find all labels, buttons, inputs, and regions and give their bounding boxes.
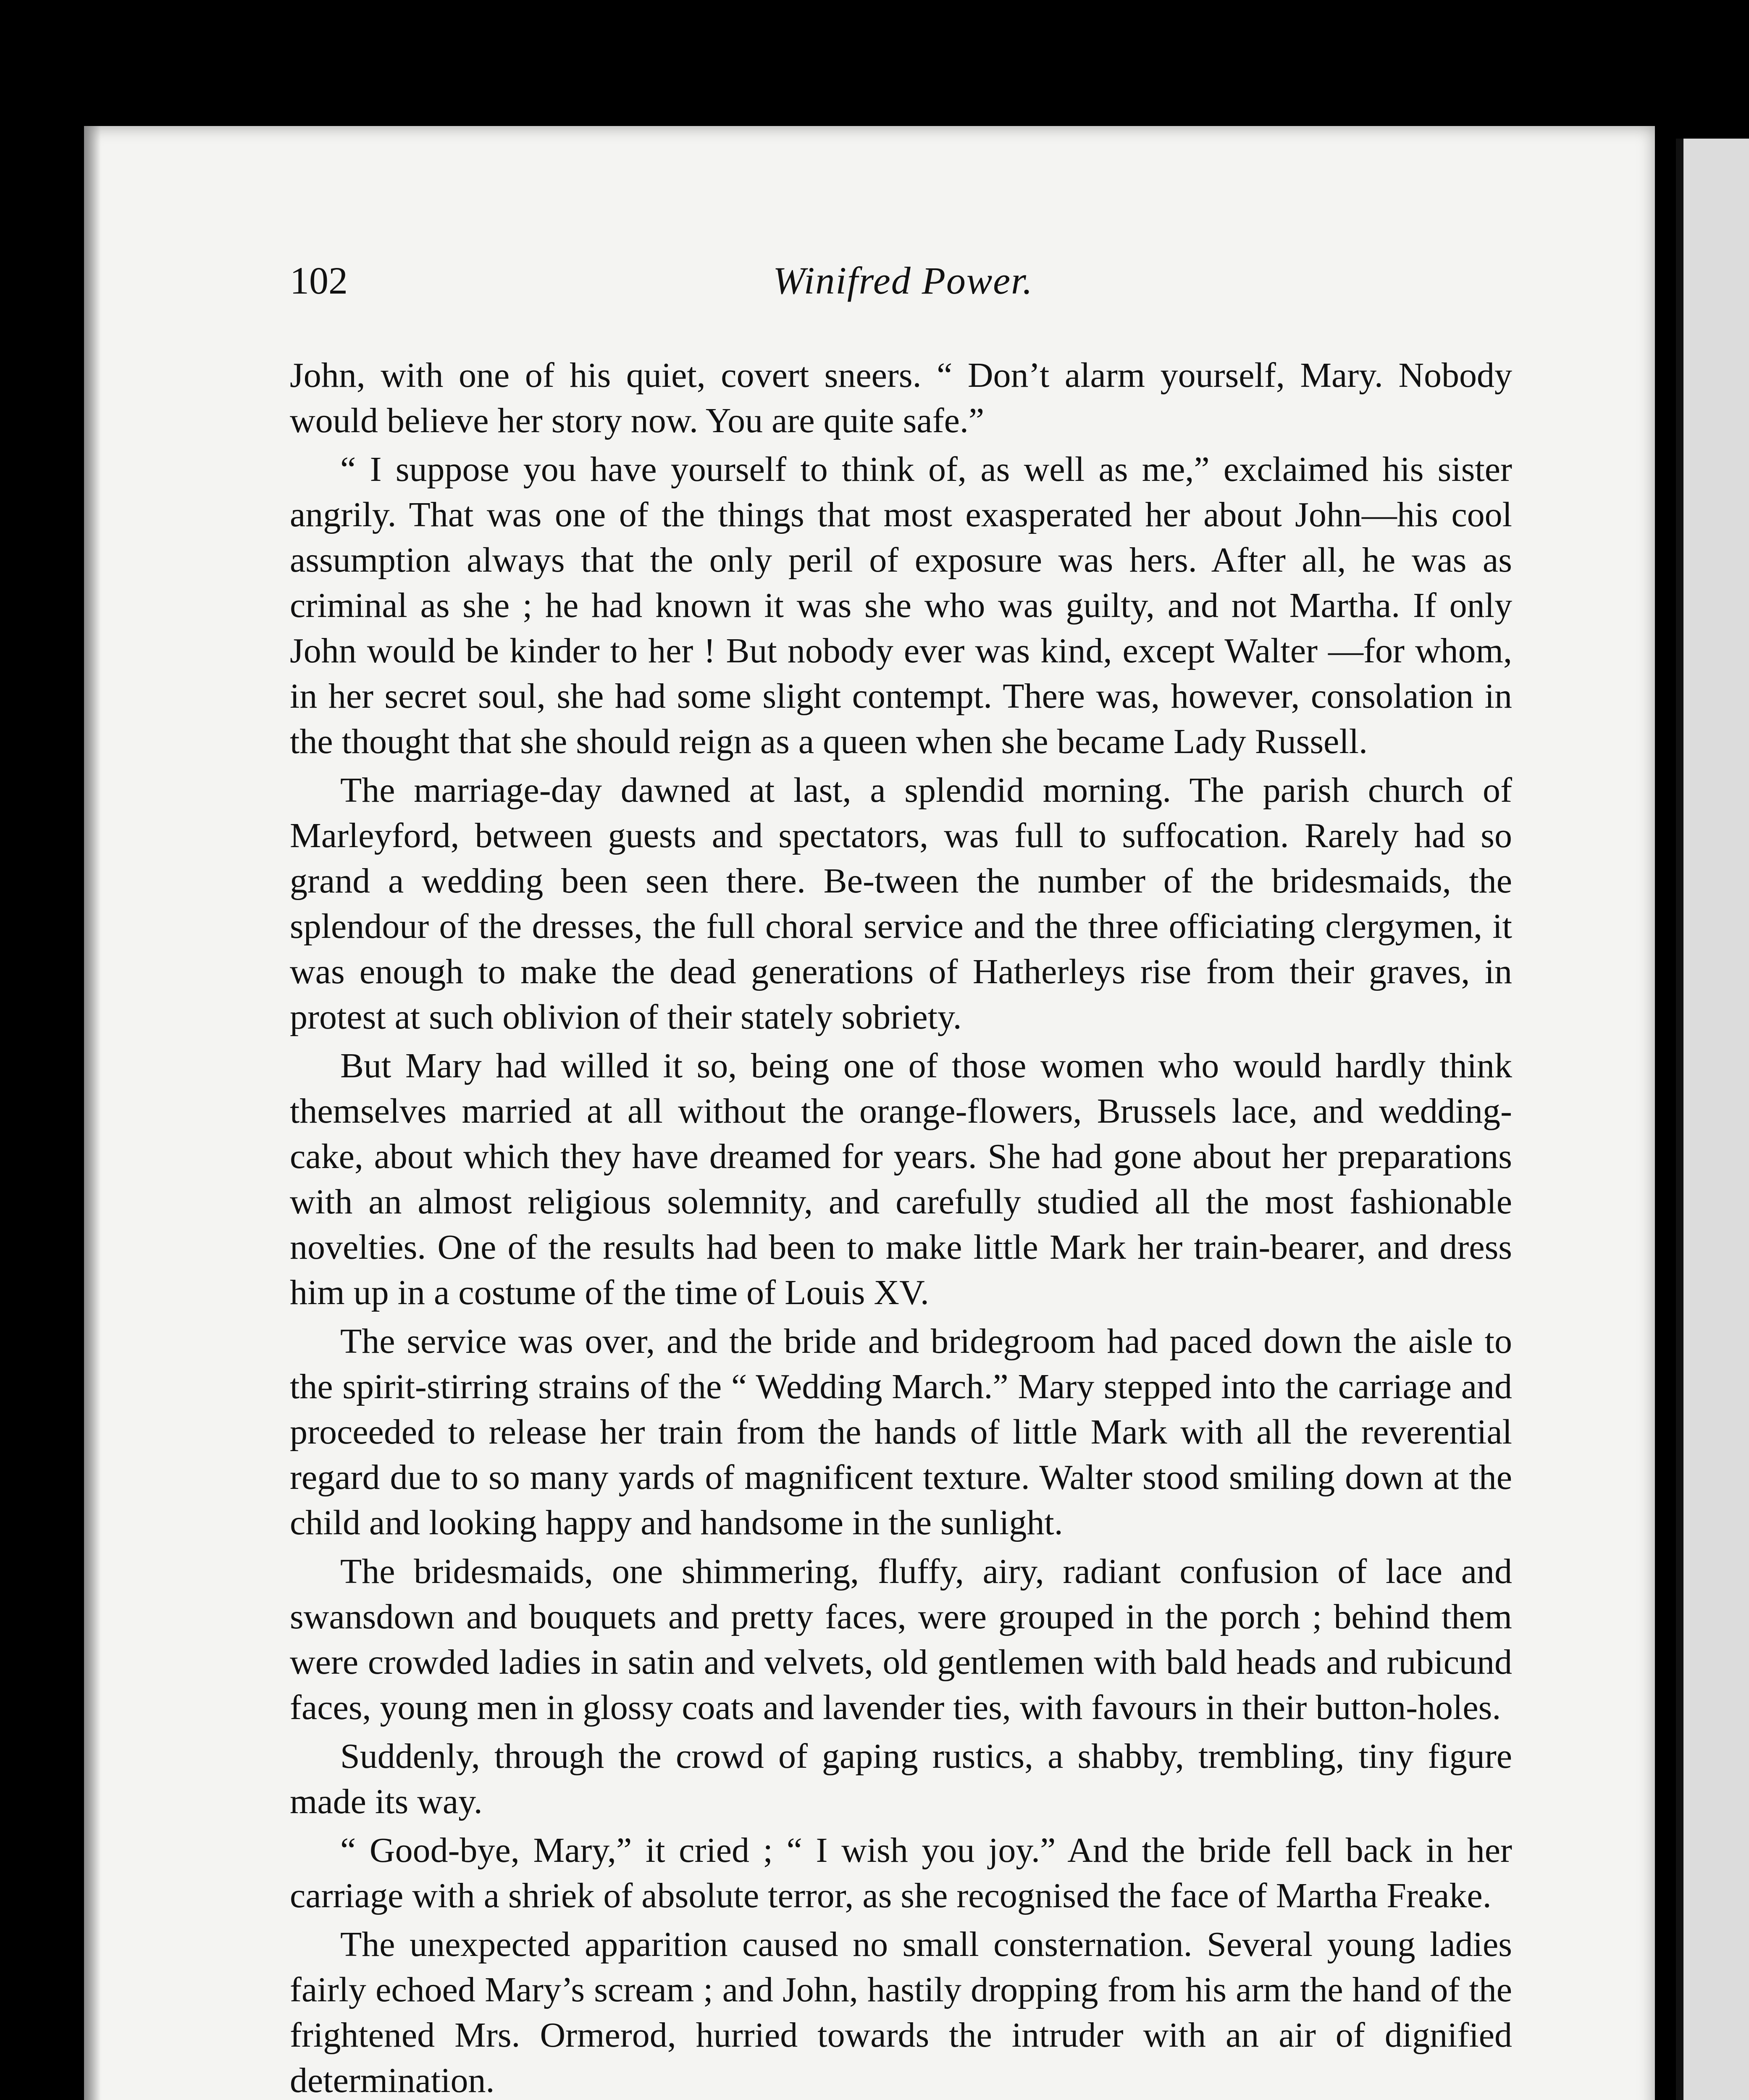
next-page-edge <box>1676 139 1749 2100</box>
paragraph: Suddenly, through the crowd of gaping rustics, a shabby, trembling, tiny figure made its way. <box>290 1737 1512 1821</box>
running-title: Winifred Power. <box>773 259 1033 302</box>
paragraph: The service was over, and the bride and bridegroom had paced down the aisle to the spirit-stirring strains of the “ Wedding March.” Mary stepped into the carriage and proceeded to release her train from the hands of little Mark with all the reverential regard due to so many yards of magnificent texture. Walter stood smiling down at the child and looking happy and handsome in the sunlight. <box>290 1322 1512 1542</box>
page-header <box>290 258 1516 309</box>
body-text <box>290 353 1512 2100</box>
paragraph: The bridesmaids, one shimmering, fluffy, airy, radiant confusion of lace and swansdown and bouquets and pretty faces, were grouped in the porch ; behind them were crowded ladies in satin and velvets, old gentlemen with bald heads and rubicund faces, young men in glossy coats and lavender ties, with favours in their button-holes. <box>290 1552 1512 1727</box>
paragraph: The marriage-day dawned at last, a splendid morning. The parish church of Marleyford, between guests and spectators, was full to suffocation. Rarely had so grand a wedding been seen there. Be-tween the number of the bridesmaids, the splendour of the dresses, the full choral service and the three officiating clergymen, it was enough to make the dead generations of Hatherleys rise from their graves, in protest at such oblivion of their stately sobriety. <box>290 771 1512 1037</box>
paragraph: The unexpected apparition caused no small consternation. Several young ladies fairly echoed Mary’s scream ; and John, hastily dropping from his arm the hand of the frightened Mrs. Ormerod, hurried towards the intruder with an air of dignified determination. <box>290 1925 1512 2100</box>
paragraph: John, with one of his quiet, covert sneers. “ Don’t alarm yourself, Mary. Nobody would believe her story now. You are quite safe.” <box>290 356 1512 440</box>
paragraph: But Mary had willed it so, being one of those women who would hardly think themselves married at all without the orange-flowers, Brussels lace, and wedding-cake, about which they have dreamed for years. She had gone about her preparations with an almost religious solemnity, and carefully studied all the most fashionable novelties. One of the results had been to make little Mark her train-bearer, and dress him up in a costume of the time of Louis XV. <box>290 1046 1512 1312</box>
page-number: 102 <box>290 259 348 302</box>
page-gutter-shadow <box>84 126 101 2100</box>
paragraph: “ I suppose you have yourself to think of, as well as me,” exclaimed his sister angrily. That was one of the things that most exasperated her about John—his cool assumption always that the only peril of exposure was hers. After all, he was as criminal as she ; he had known it was she who was guilty, and not Martha. If only John would be kinder to her ! But nobody ever was kind, except Walter —for whom, in her secret soul, she had some slight contempt. There was, however, consolation in the thought that she should reign as a queen when she became Lady Russell. <box>290 450 1512 761</box>
paragraph: “ Good-bye, Mary,” it cried ; “ I wish you joy.” And the bride fell back in her carriage with a shriek of absolute terror, as she recognised the face of Martha Freake. <box>290 1831 1512 1915</box>
